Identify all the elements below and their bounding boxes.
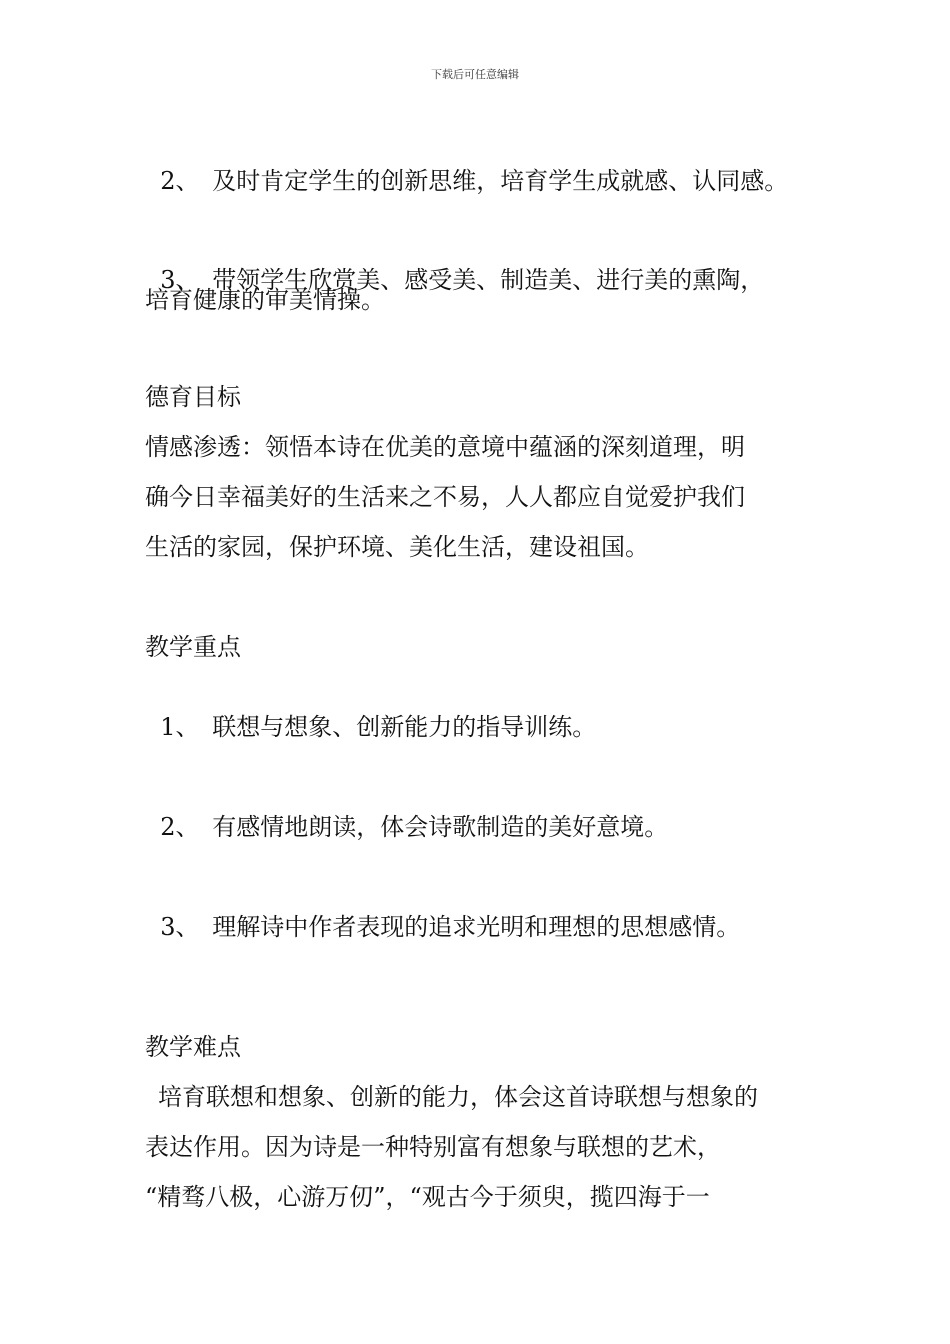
objective-item-3-continued: 培育健康的审美情操。: [145, 286, 385, 314]
item-text: 理解诗中作者表现的追求光明和理想的思想感情。: [212, 913, 741, 941]
moral-goal-line-1: 情感渗透：领悟本诗在优美的意境中蕴涵的深刻道理，明: [145, 433, 745, 461]
item-text: 有感情地朗读，体会诗歌制造的美好意境。: [212, 813, 669, 841]
item-number: 1、: [160, 713, 200, 741]
difficulty-line-2: 表达作用。因为诗是一种特别富有想象与联想的艺术，: [145, 1133, 721, 1161]
key-point-item-2: [145, 782, 668, 842]
item-text: 带领学生欣赏美、感受美、制造美、进行美的熏陶，: [212, 266, 765, 294]
moral-goal-line-3: 生活的家园，保护环境、美化生活，建设祖国。: [145, 533, 649, 561]
page-header-note: 下载后可任意编辑: [431, 68, 519, 81]
item-number: 2、: [160, 813, 200, 841]
item-number: 3、: [160, 266, 200, 294]
key-point-item-3: [145, 882, 740, 942]
item-number: 3、: [160, 913, 200, 941]
item-text: 联想与想象、创新能力的指导训练。: [212, 713, 597, 741]
difficulty-line-1: 培育联想和想象、创新的能力，体会这首诗联想与想象的: [158, 1083, 758, 1111]
objective-item-2: [145, 136, 788, 196]
difficulty-heading: 教学难点: [145, 1033, 241, 1061]
key-point-item-1: [145, 682, 596, 742]
difficulty-line-3: “精骛八极，心游万仞”，“观古今于须臾，揽四海于一: [145, 1183, 710, 1211]
moral-goal-line-2: 确今日幸福美好的生活来之不易，人人都应自觉爱护我们: [145, 483, 745, 511]
item-text: 及时肯定学生的创新思维，培育学生成就感、认同感。: [212, 167, 789, 195]
key-points-heading: 教学重点: [145, 633, 241, 661]
item-number: 2、: [160, 167, 200, 195]
moral-goal-heading: 德育目标: [145, 383, 241, 411]
